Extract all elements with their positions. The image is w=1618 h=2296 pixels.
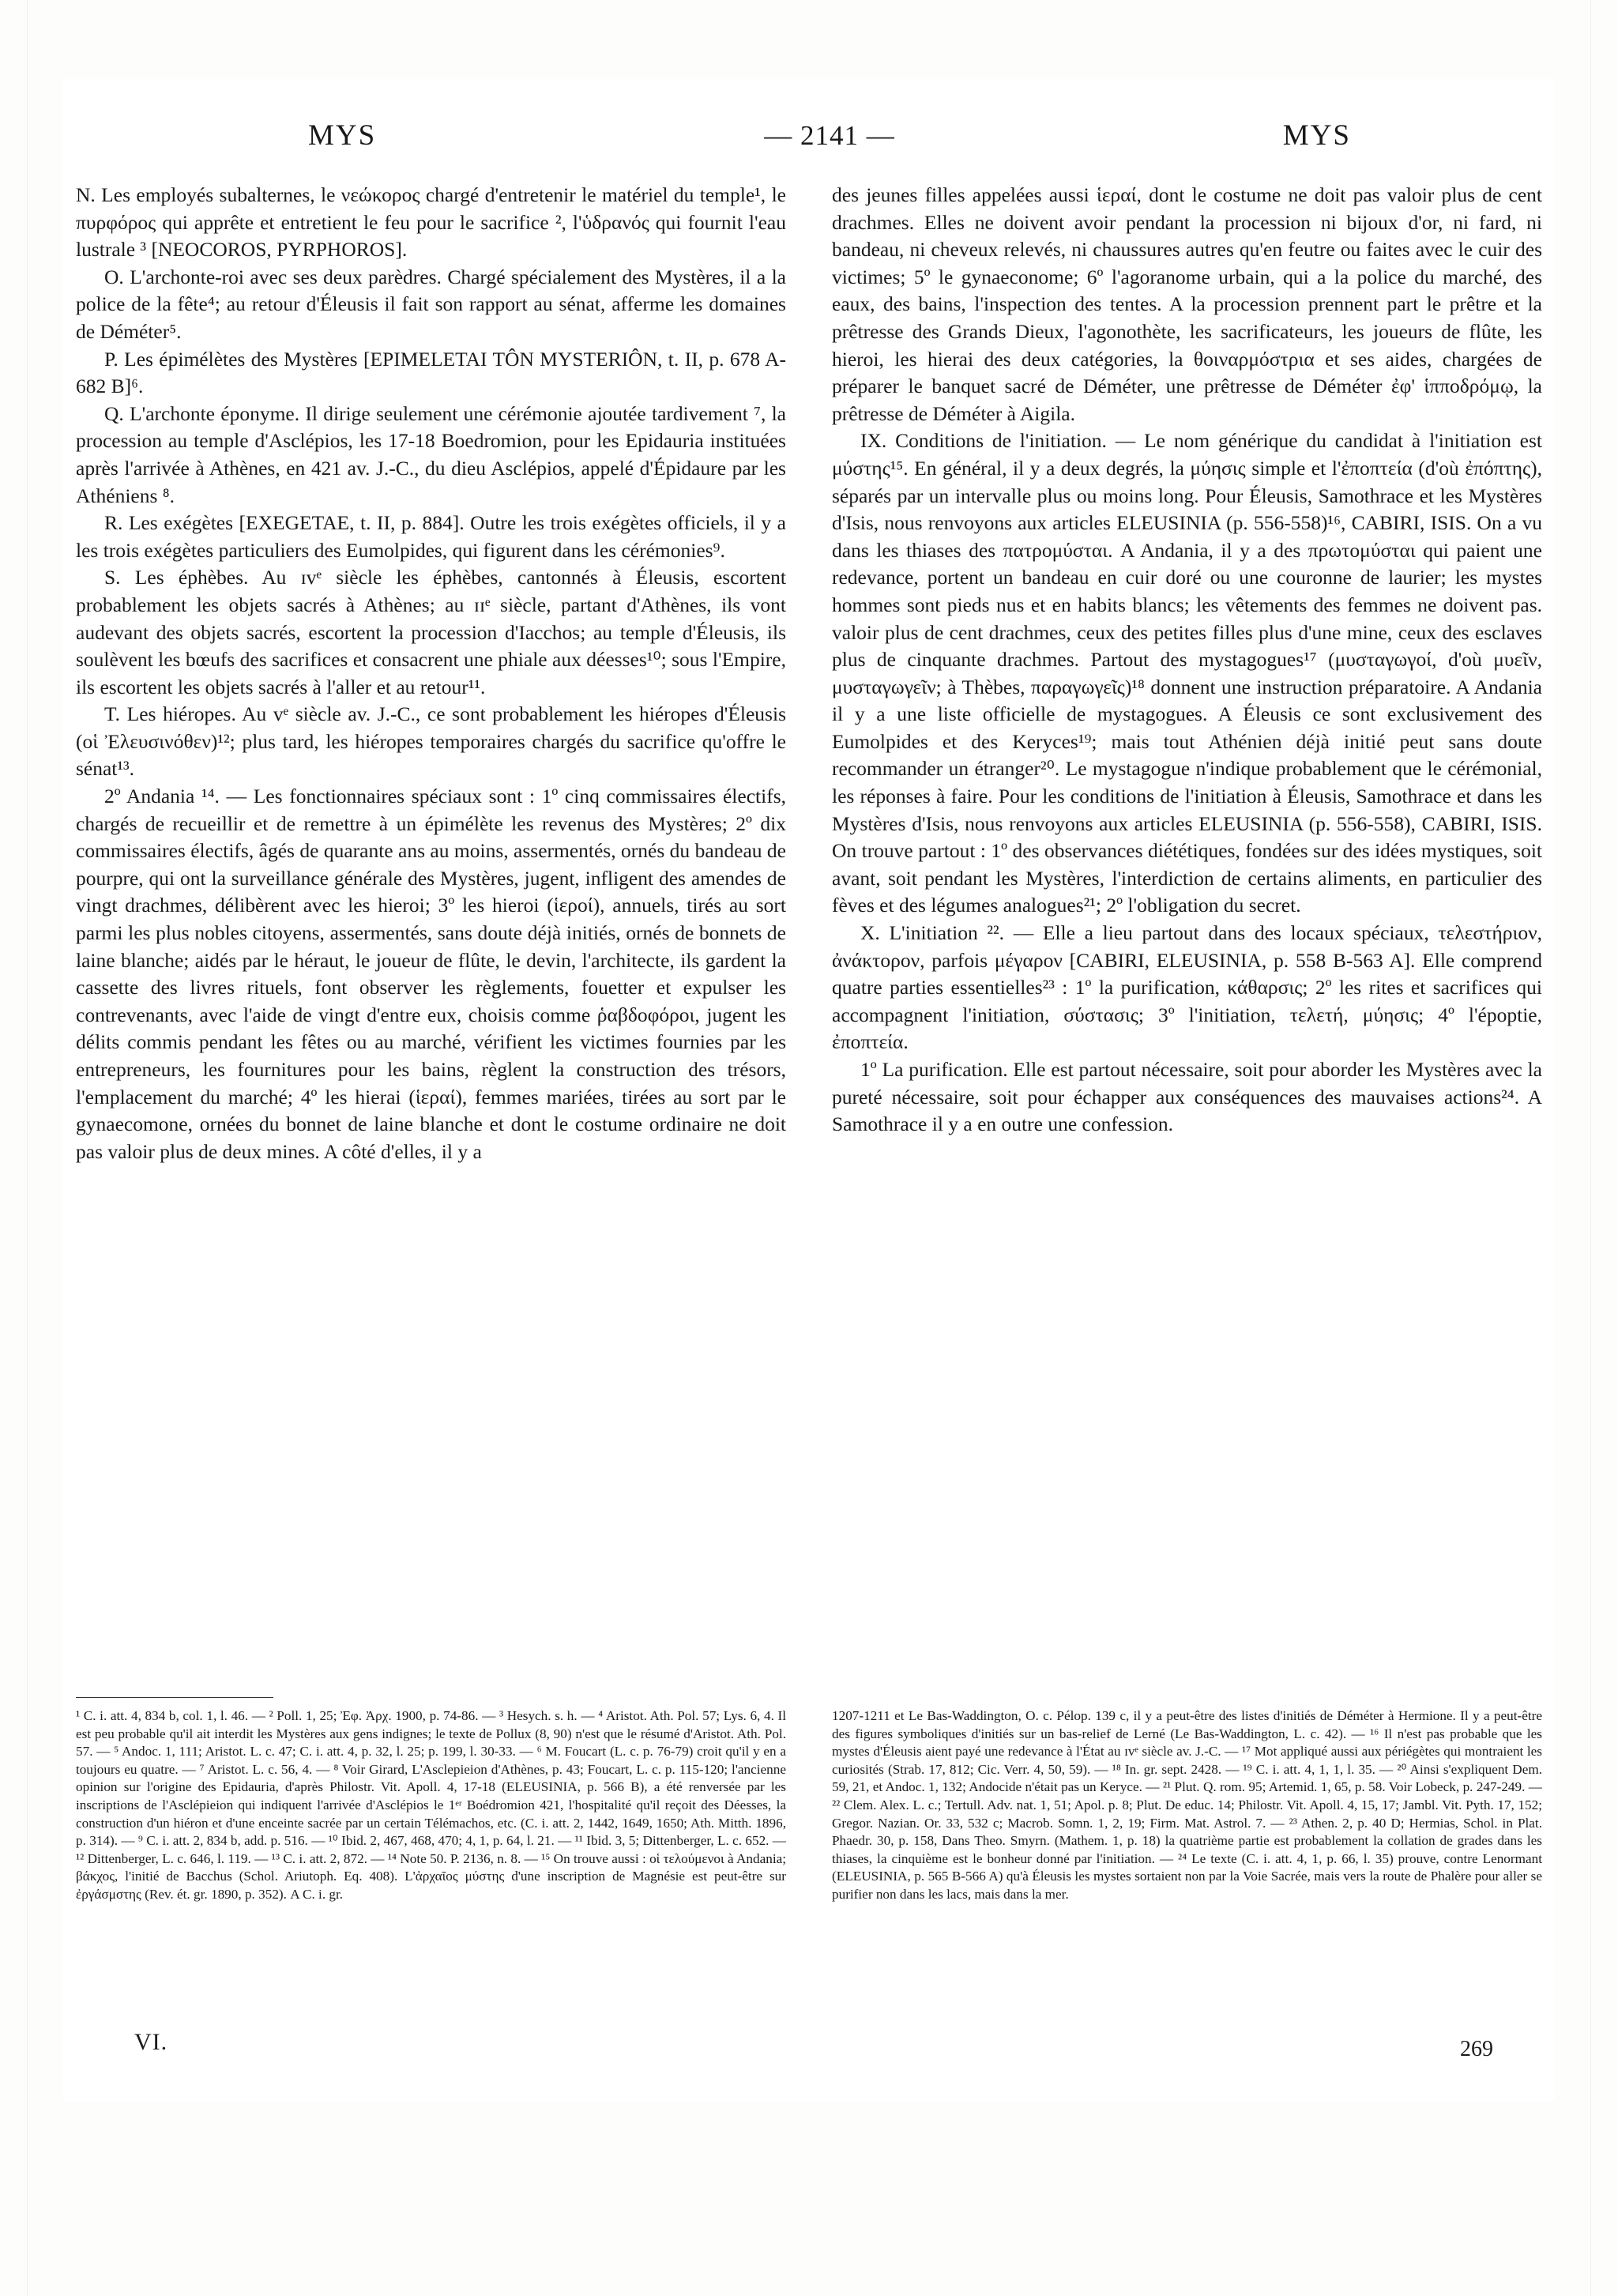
paragraph: S. Les éphèbes. Au ɪᴠᵉ siècle les éphèbes, cantonnés à Éleusis, escortent probablement les objets sacrés à Athènes; au ɪɪᵉ siècle, partant d'Athènes, ils vont audevant des objets sacrés, escortent la procession d'Iacchos; au temple d'Éleusis, ils soulèvent les bœufs des sacrifices et consacrent une phiale aux déesses¹⁰; sous l'Empire, ils escortent les objets sacrés à l'aller et au retour¹¹. [76,566,786,698]
paragraph: P. Les épimélètes des Mystères [EPIMELETAI TÔN MYSTERIÔN, t. II, p. 678 A-682 B]⁶. [76,347,786,398]
paragraph: des jeunes filles appelées aussi ἱεραί, dont le costume ne doit pas valoir plus de cent drachmes. Elles ne doivent avoir pendant la procession ni bijoux d'or, ni fard, ni bandeau, ni cheveux relevés, ni chaussures autres qu'en feutre ou faites avec le cuir des victimes; 5º le gynaeconome; 6º l'agoranome urbain, qui a la police du marché, des eaux, des bains, l'inspection des tentes. A la procession prennent part le prêtre et la prêtresse des Grands Dieux, l'agonothète, les sacrificateurs, les joueurs de flûte, les hieroi, les hierai des deux catégories, la θοιναρμόστρια et ses aides, chargées de préparer le banquet sacré de Déméter, une prêtresse de Déméter ἐφ' ἱπποδρόμῳ, la prêtresse de Déméter à Aigila. [832,183,1542,425]
paragraph: Q. L'archonte éponyme. Il dirige seulement une cérémonie ajoutée tardivement ⁷, la procession au temple d'Asclépios, les 17-18 Boedromion, pour les Epidauria instituées après l'arrivée à Athènes, en 421 av. J.-C., du dieu Asclépios, appelé d'Épidaure par les Athéniens ⁸. [76,401,786,507]
paragraph: O. L'archonte-roi avec ses deux parèdres. Chargé spécialement des Mystères, il a la police de la fête⁴; au retour d'Éleusis il fait son rapport au sénat, afferme les domaines de Déméter⁵. [76,265,786,343]
paragraph: N. Les employés subalternes, le νεώκορος chargé d'entretenir le matériel du temple¹, le πυρφόρος qui apprête et entretient le feu pour le sacrifice ², l'ὑδρανός qui fournit l'eau lustrale ³ [NEOCOROS, PYRPHOROS]. [76,183,786,262]
volume-mark: VI. [134,2029,168,2055]
footnote-column-right [832,1697,1542,1904]
running-head-left: MYS [308,119,377,152]
running-head-center: — 2141 — [764,120,895,151]
footnote-rule [76,1697,273,1698]
footnote-area [76,1697,1542,1904]
paragraph: IX. Conditions de l'initiation. — Le nom générique du candidat à l'initiation est μύστης¹⁵. En général, il y a deux degrés, la μύησις simple et l'ἐποπτεία (d'où ἐπόπτης), séparés par un intervalle plus ou moins long. Pour Éleusis, Samothrace et les Mystères d'Isis, nous renvoyons aux articles ELEUSINIA (p. 556-558)¹⁶, CABIRI, ISIS. On a vu dans les thiases des πατρομύσται. A Andania, il y a des πρωτομύσται qui paient une redevance, portent un bandeau en cuir doré ou une couronne de laurier; les mystes hommes sont pieds nus et en habits blancs; les vêtements des femmes ne doivent pas. valoir plus de cent drachmes, ceux des petites filles plus d'une mine, ceux des esclaves plus de cinquante drachmes. Partout des mystagogues¹⁷ (μυσταγωγοί, d'où μυεῖν, μυσταγωγεῖν; à Thèbes, παραγωγεῖς)¹⁸ donnent une instruction préparatoire. A Andania il y a une liste officielle de mystagogues. A Éleusis ce sont exclusivement des Eumolpides et des Keryces¹⁹; mais tout Athénien déjà initié peut sans doute recommander un étranger²⁰. Le mystagogue n'indique probablement que le cérémonial, les réponses à faire. Pour les conditions de l'initiation à Éleusis, Samothrace et dans les Mystères d'Isis, nous renvoyons aux articles ELEUSINIA (p. 556-558), CABIRI, ISIS. On trouve partout : 1º des observances diététiques, fondées sur des idées mystiques, soit avant, soit pendant les Mystères, l'interdiction de certains aliments, en particulier des fèves et des légumes analogues²¹; 2º l'obligation du secret. [832,429,1542,917]
running-head-right: MYS [1282,119,1351,152]
column-left [76,182,786,1165]
page-number: 269 [1460,2037,1493,2061]
page-sheet [63,79,1555,2102]
footnote-column-left [76,1697,786,1904]
paragraph: 2º Andania ¹⁴. — Les fonctionnaires spéciaux sont : 1º cinq commissaires électifs, chargés de recueillir et de remettre à un épimélète les revenus des Mystères; 2º dix commissaires électifs, âgés de quarante ans au moins, assermentés, ornés du bandeau de pourpre, qui ont la surveillance générale des Mystères, jugent, infligent des amendes de vingt drachmes, délibèrent avec les hieroi; 3º les hieroi (ἱεροί), annuels, tirés au sort parmi les plus nobles citoyens, assermentés, sans doute déjà initiés, ornés de bonnets de laine blanche; aidés par le héraut, le joueur de flûte, le devin, l'architecte, ils gardent la cassette des livres rituels, font observer les règlements, fouetter et expulser les contrevenants, avec l'aide de vingt d'entre eux, choisis comme ῥαβδοφόροι, jugent les délits commis pendant les fêtes ou au marché, vérifient les victimes fournies par les entrepreneurs, les fournitures pour les bains, règlent la construction des trésors, l'emplacement du marché; 4º les hierai (ἱεραί), femmes mariées, tirées au sort par le gynaecomone, ornées du bonnet de laine blanche et dont le costume ordinaire ne doit pas valoir plus de deux mines. A côté d'elles, il y a [76,785,786,1163]
paragraph: 1º La purification. Elle est partout nécessaire, soit pour aborder les Mystères avec la pureté nécessaire, soit pour échapper aux conséquences des mauvaises actions²⁴. A Samothrace il y a en outre une confession. [832,1058,1542,1136]
paragraph: X. L'initiation ²². — Elle a lieu partout dans des locaux spéciaux, τελεστήριον, ἀνάκτορον, parfois μέγαρον [CABIRI, ELEUSINIA, p. 558 B-563 A]. Elle comprend quatre parties essentielles²³ : 1º la purification, κάθαρσις; 2º les rites et sacrifices qui accompagnent l'initiation, σύστασις; 3º l'initiation, τελετή, μύησις; 4º l'époptie, ἐποπτεία. [832,921,1542,1054]
page-edge-left [27,0,28,2296]
running-head [308,119,1351,152]
body-columns [76,182,1542,1165]
footnote-text: ¹ C. i. att. 4, 834 b, col. 1, l. 46. — ² Poll. 1, 25; Ἐφ. Ἀρχ. 1900, p. 74-86. — ³ Hesych. s. h. — ⁴ Aristot. Ath. Pol. 57; Lys. 6, 4. Il est peu probable qu'il ait interdit les Mystères aux gens indignes; le texte de Pollux (8, 90) n'est que le résumé d'Aristot. Ath. Pol. 57. — ⁵ Andoc. 1, 111; Aristot. L. c. 47; C. i. att. 4, p. 32, l. 25; p. 199, l. 30-33. — ⁶ M. Foucart (L. c. p. 76-79) croit qu'il y en a toujours eu quatre. — ⁷ Aristot. L. c. 56, 4. — ⁸ Voir Girard, L'Asclepieion d'Athènes, p. 43; Foucart, L. c. p. 115-120; l'ancienne opinion sur l'origine des Epidauria, d'après Philostr. Vit. Apoll. 4, 17-18 (ELEUSINIA, p. 566 B), a été renversée par les inscriptions de l'Asclépieion qui indiquent l'arrivée d'Asclépios le 1ᵉʳ Boédromion 421, l'hospitalité qu'il reçoit des Déesses, la construction d'un hiéron et d'une enceinte sacrée par un certain Télémachos, etc. (C. i. att. 2, 1442, 1649, 1650; Ath. Mitth. 1896, p. 314). — ⁹ C. i. att. 2, 834 b, add. p. 516. — ¹⁰ Ibid. 2, 467, 468, 470; 4, 1, p. 64, l. 21. — ¹¹ Ibid. 3, 5; Dittenberger, L. c. 652. — ¹² Dittenberger, L. c. 646, l. 119. — ¹³ C. i. att. 2, 872. — ¹⁴ Note 50. P. 2136, n. 8. — ¹⁵ On trouve aussi : οἱ τελούμενοι à Andania; βάκχος, l'initié de Bacchus (Schol. Ariutoph. Eq. 408). L'ἀρχαῖος μύστης d'une inscription de Magnésie est peut-être sur ἐργάσμστης (Rev. ét. gr. 1890, p. 352). A C. i. gr. [76,1708,786,1902]
paragraph: T. Les hiéropes. Au ᴠᵉ siècle av. J.-C., ce sont probablement les hiéropes d'Éleusis (οἱ Ἐλευσινόθεν)¹²; plus tard, les hiéropes temporaires chargés du sacrifice qu'offre le sénat¹³. [76,702,786,781]
page-edge-right [1590,0,1591,2296]
paragraph: R. Les exégètes [EXEGETAE, t. II, p. 884]. Outre les trois exégètes officiels, il y a les trois exégètes particuliers des Eumolpides, qui figurent dans les cérémonies⁹. [76,511,786,562]
footnote-text: 1207-1211 et Le Bas-Waddington, O. c. Pélop. 139 c, il y a peut-être des listes d'initiés de Déméter à Hermione. Il y a peut-être des figures symboliques d'initiés sur un bas-relief de Lerné (Le Bas-Waddington, L. c. 42). — ¹⁶ Il n'est pas probable que les mystes d'Éleusis aient payé une redevance à l'État au ɪᴠᵉ siècle av. J.-C. — ¹⁷ Mot appliqué aussi aux périégètes qui montraient les curiosités (Strab. 17, 812; Cic. Verr. 4, 50, 59). — ¹⁸ In. gr. sept. 2428. — ¹⁹ C. i. att. 4, 1, 1, l. 35. — ²⁰ Ainsi s'expliquent Dem. 59, 21, et Andoc. 1, 132; Andocide n'était pas un Keryce. — ²¹ Plut. Q. rom. 95; Artemid. 1, 65, p. 58. Voir Lobeck, p. 247-249. — ²² Clem. Alex. L. c.; Tertull. Adv. nat. 1, 51; Apol. p. 8; Plut. De educ. 14; Philostr. Vit. Apoll. 4, 15, 17; Jambl. Vit. Pyth. 17, 152; Gregor. Nazian. Or. 33, 532 c; Macrob. Somn. 1, 2, 19; Firm. Mat. Astrol. 7. — ²³ Athen. 2, p. 40 D; Hermias, Schol. in Plat. Phaedr. 30, p. 158, Dans Theo. Smyrn. (Mathem. 1, p. 18) la quatrième partie est probablement la collation de grades dans les thiases, la cinquième est le bonheur donné par l'initiation. — ²⁴ Le texte (C. i. att. 4, 1, p. 66, l. 35) prouve, contre Lenormant (ELEUSINIA, p. 565 B-566 A) qu'à Éleusis les mystes sortaient non par la Voie Sacrée, mais vers la route de Phalère pour aller se purifier non dans les lacs, mais dans la mer. [832,1708,1542,1902]
column-right [832,182,1542,1165]
